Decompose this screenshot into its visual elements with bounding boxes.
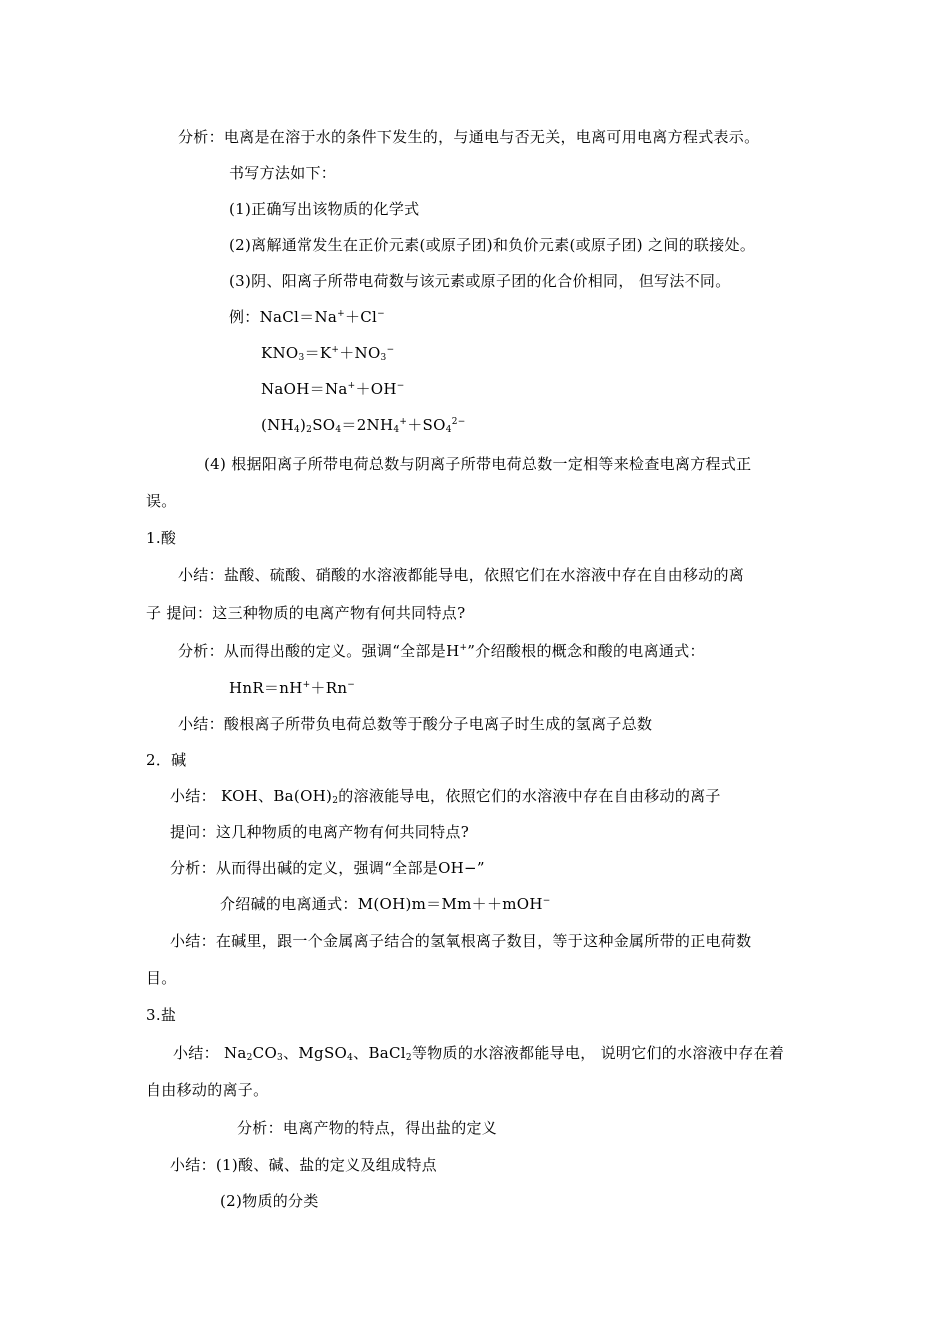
acid-summary: 小结：盐酸、硫酸、硝酸的水溶液都能导电，依照它们在水溶液中存在自由移动的离 bbox=[178, 566, 745, 584]
equation-ammonium-sulfate: $(NH_4)_2SO_4=2NH_4^++SO_4^{2-}$ bbox=[261, 416, 466, 435]
analysis-ionization: 分析：电离是在溶于水的条件下发生的，与通电与否无关，电离可用电离方程式表示。 bbox=[178, 128, 760, 146]
rule-4: (4) 根据阳离子所带电荷总数与阴离子所带电荷总数一定相等来检查电离方程式正 bbox=[204, 455, 752, 473]
final-summary-2: (2)物质的分类 bbox=[220, 1192, 319, 1210]
salt-analysis: 分析：电离产物的特点，得出盐的定义 bbox=[237, 1119, 498, 1137]
base-summary: 小结： KOH、$Ba(OH)_2$的溶液能导电，依照它们的水溶液中存在自由移动的离子 bbox=[170, 787, 721, 806]
base-charge-summary: 小结：在碱里，跟一个金属离子结合的氢氧根离子数目，等于这种金属所带的正电荷数 bbox=[170, 932, 752, 950]
acid-question: 子 提问：这三种物质的电离产物有何共同特点? bbox=[146, 604, 466, 622]
rule-2: (2)离解通常发生在正价元素(或原子团)和负价元素(或原子团) 之间的联接处。 bbox=[229, 236, 756, 254]
equation-nacl: 例：NaCl＝Na+＋Cl− bbox=[229, 308, 385, 326]
final-summary-1: 小结：(1)酸、碱、盐的定义及组成特点 bbox=[170, 1156, 437, 1174]
section-base-heading: 2．碱 bbox=[146, 751, 187, 769]
acid-analysis: 分析：从而得出酸的定义。强调“全部是H+”介绍酸根的概念和酸的电离通式： bbox=[178, 642, 705, 660]
equation-kno3: $KNO_3=K^++NO_3^-$ bbox=[261, 344, 395, 363]
acid-root-summary: 小结：酸根离子所带负电荷总数等于酸分子电离子时生成的氢离子总数 bbox=[178, 715, 653, 733]
base-analysis: 分析：从而得出碱的定义，强调“全部是OH−” bbox=[170, 859, 485, 877]
section-acid-heading: 1.酸 bbox=[146, 529, 177, 547]
equation-naoh: NaOH＝Na+＋OH− bbox=[261, 380, 405, 398]
writing-method-heading: 书写方法如下： bbox=[229, 164, 337, 182]
base-general-equation: 介绍碱的电离通式：M(OH)m＝Mm＋＋mOH− bbox=[220, 895, 551, 913]
base-question: 提问：这几种物质的电离产物有何共同特点? bbox=[170, 823, 470, 841]
rule-3: (3)阴、阳离子所带电荷数与该元素或原子团的化合价相同， 但写法不同。 bbox=[229, 272, 731, 290]
rule-1: (1)正确写出该物质的化学式 bbox=[229, 200, 420, 218]
salt-summary: 小结： $Na_2CO_3$、MgSO$_4$、BaCl$_2$等物质的水溶液都能导电， 说明它们的水溶液中存在着 bbox=[173, 1044, 785, 1063]
salt-summary-continued: 自由移动的离子。 bbox=[146, 1081, 269, 1099]
rule-4-continued: 误。 bbox=[146, 492, 177, 510]
base-charge-summary-continued: 目。 bbox=[146, 969, 177, 987]
section-salt-heading: 3.盐 bbox=[146, 1006, 177, 1024]
acid-general-equation: HnR＝nH+＋Rn− bbox=[229, 679, 356, 697]
